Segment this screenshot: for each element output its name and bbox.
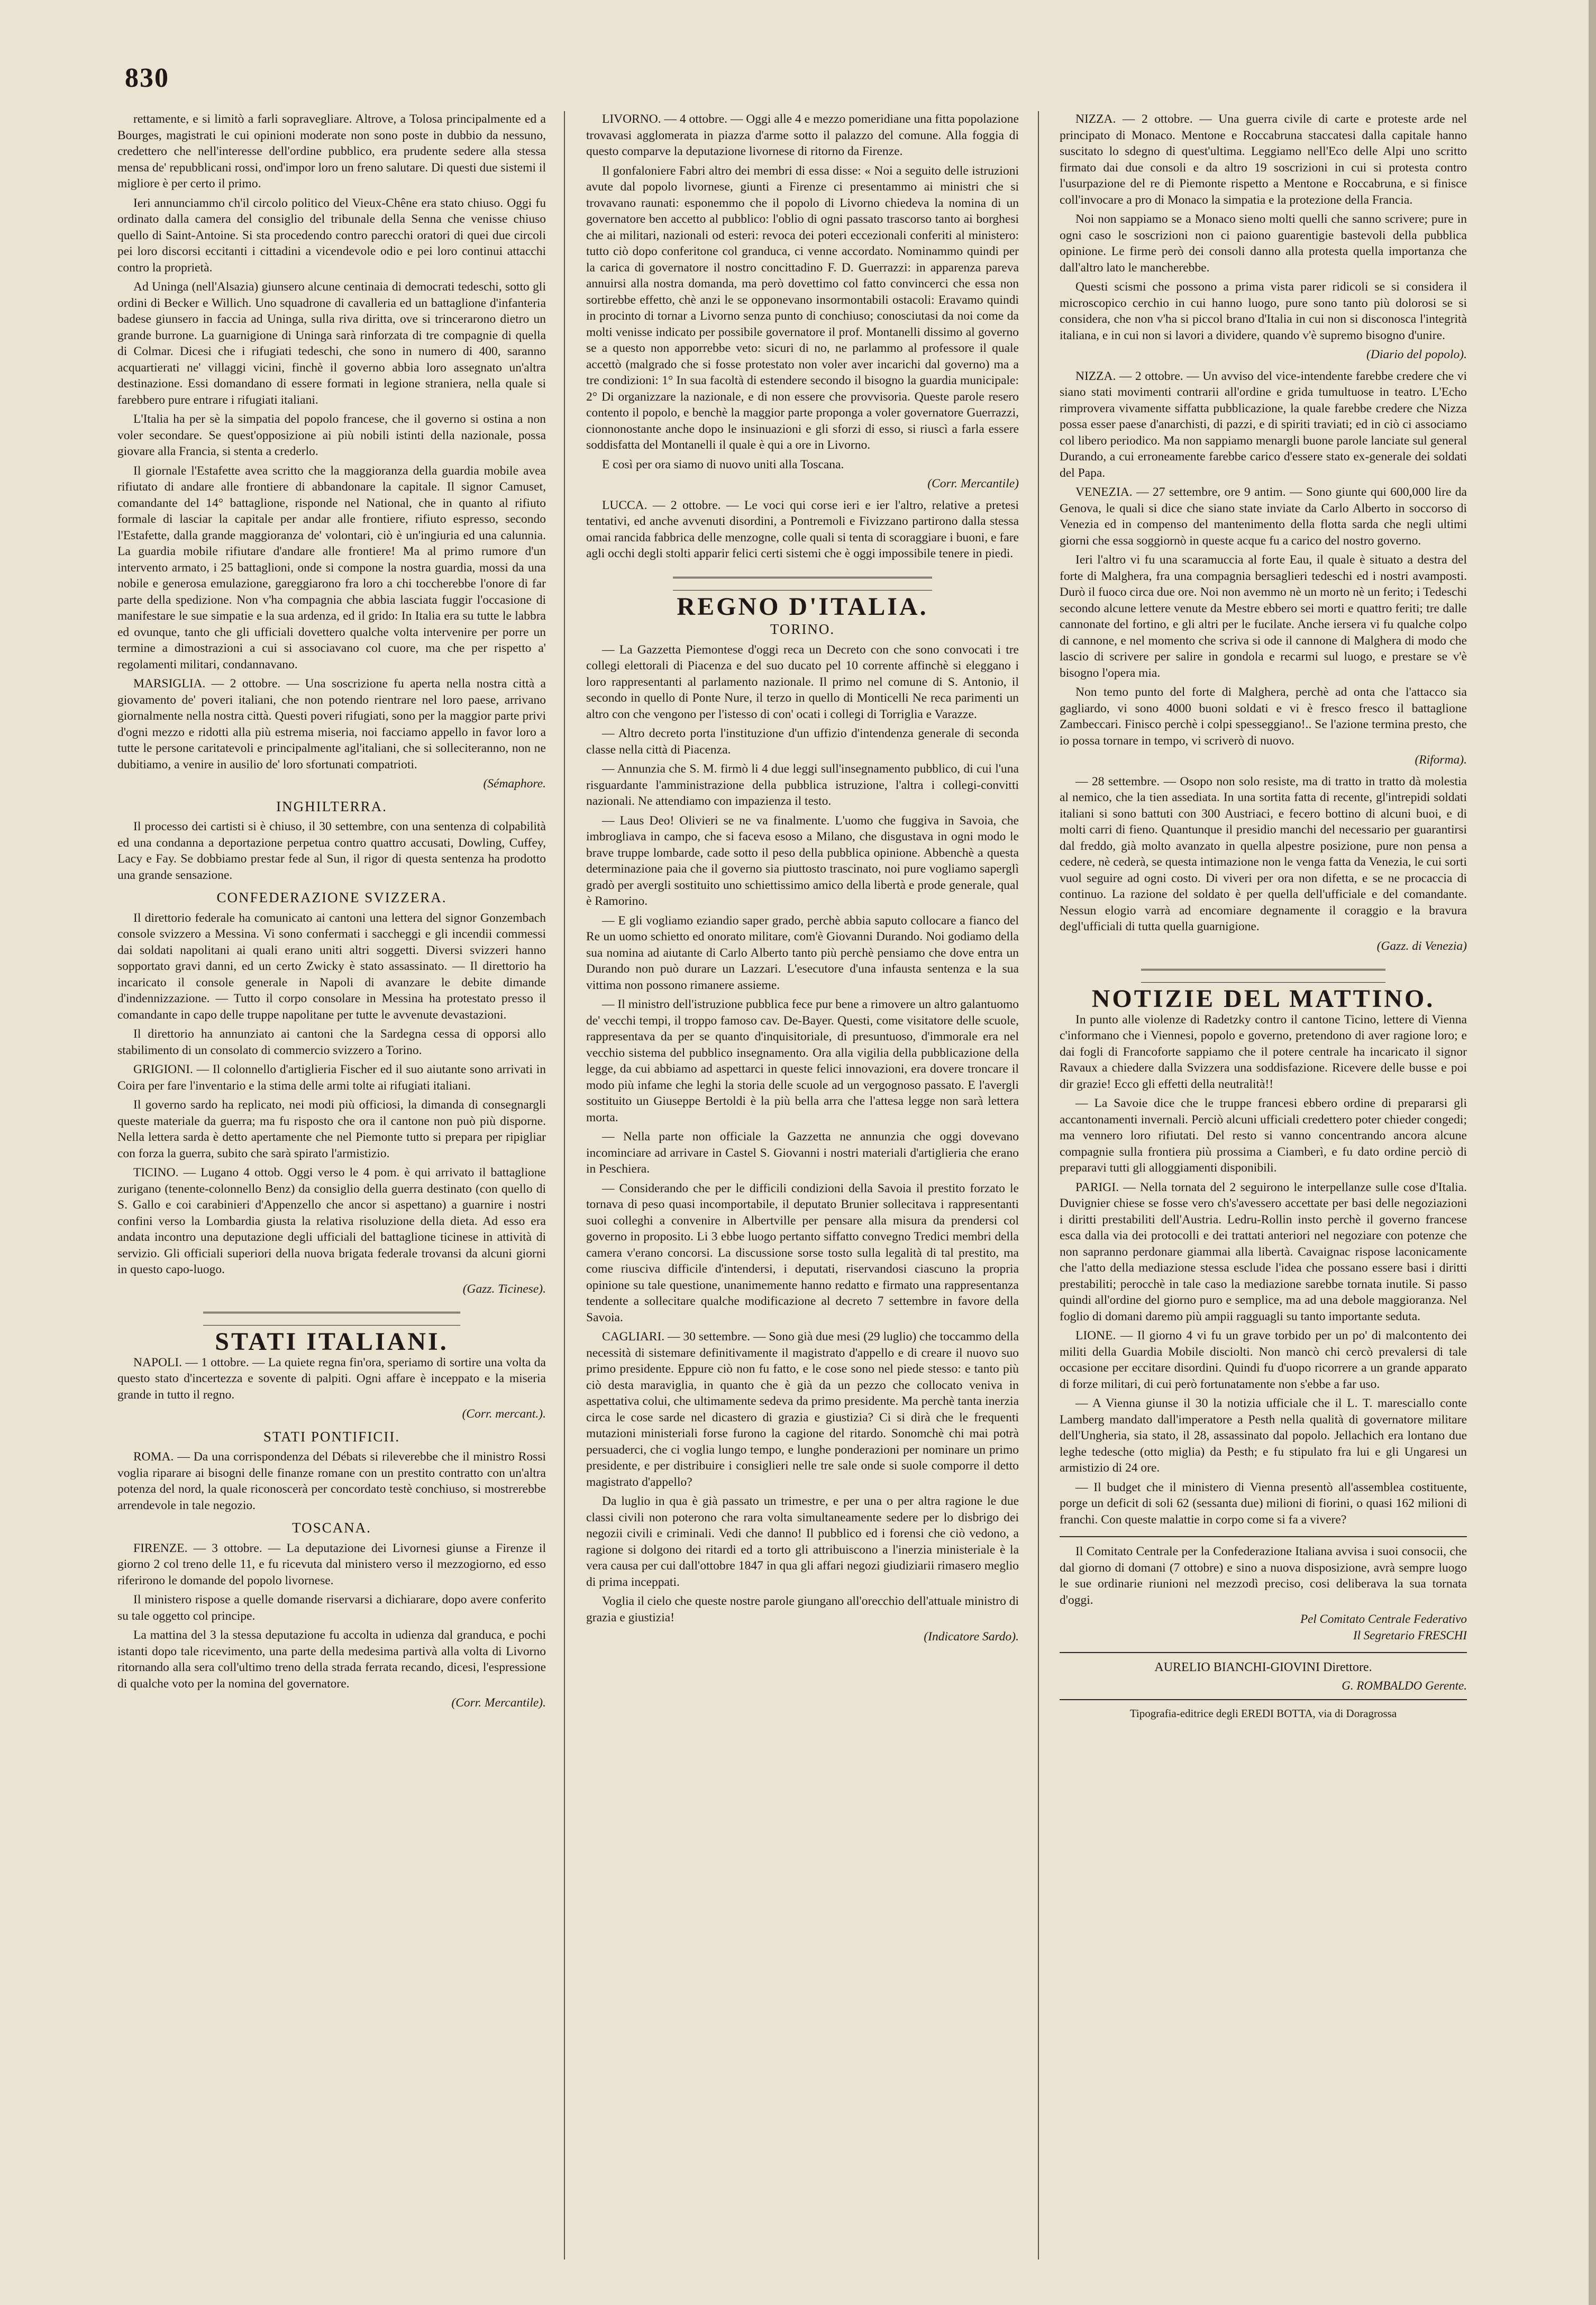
article-paragraph: NIZZA. — 2 ottobre. — Un avviso del vice-intendente farebbe credere che vi siano stati movimenti contrarii all'ordine e grida tumultuose in teatro. L'Echo rimprovera vivamente siffatta pubblicazione, la quale farebbe credere che Nizza possa esser paese d'anarchisti, di pazzi, e di spiriti traviati; ed in ciò ci associamo col libero periodico. Ma non sappiamo menargli buone parole lanciate sul general Durando, a cui erroneamente farebbe carico d'essere stato ex-generale dei soldati del Papa. (1060, 369, 1467, 480)
article-paragraph: In punto alle violenze di Radetzky contro il cantone Ticino, lettere di Vienna c'informano che i Viennesi, popolo e governo, pretendono di aver ragione loro; e dai fogli di Francoforte sappiamo che il potere centrale ha incaricato il signor Ravaux a chiedere dalla Svizzera una soddisfazione. Ricevere delle busse e poi dir grazie! Ecco gli effetti della neutralità!! (1060, 1012, 1467, 1091)
separator-rule (1060, 1536, 1467, 1537)
article-paragraph: — Annunzia che S. M. firmò li 4 due leggi sull'insegnamento pubblico, di cui l'una risguardante l'amministrazione della pubblica istruzione, l'altra i collegi-convitti nazionali. Ne attendiamo con impazienza il testo. (586, 762, 1019, 808)
article-paragraph: Il ministero rispose a quelle domande riservarsi a dichiarare, dopo avere conferito su tale oggetto col principe. (117, 1593, 546, 1623)
article-paragraph: — Il budget che il ministero di Vienna presentò all'assemblea costituente, porge un deficit di soli 62 (sessanta due) milioni di fiorini, o quasi 162 milioni di franchi. Con queste malattie in corpo come si fa a vivere? (1060, 1480, 1467, 1527)
article-paragraph: TICINO. — Lugano 4 ottob. Oggi verso le 4 pom. è qui arrivato il battaglione zurigano (tenente-colonnello Benz) da consiglio della guerra destinato (con quello di S. Gallo e coi carabinieri d'Appenzello che ancor si aspettano) a guarnire i nostri confini verso la Lombardia giusta la relativa risoluzione della dieta. Ad esso era andata incontro una deputazione degli ufficiali del battaglione ticinese in attività di servizio. Gli officiali superiori della nuova brigata federale trovansi da alcuni giorni in questo capo-luogo. (117, 1166, 546, 1276)
article-paragraph: La mattina del 3 la stessa deputazione fu accolta in udienza dal granduca, e pochi istanti dopo tale ricevimento, una parte della medesima partivà alla volta di Livorno ritornando alla sera coll'ultimo treno della strada ferrata recando, dicesi, l'espressione di qualche voto per la nomina del governatore. (117, 1628, 546, 1691)
source-credit: (Diario del popolo). (1366, 348, 1467, 361)
source-credit: (Gazz. Ticinese). (462, 1282, 546, 1296)
article-paragraph: Non temo punto del forte di Malghera, perchè ad onta che l'attacco sia gagliardo, vi sono 4000 buoni soldati e vi è fresco fresco il battaglione Zambeccari. Finisco perchè i colpi spesseggiano!.. Se l'azione termina presto, che io possa tornare in tempo, vi scriverò di nuovo. (1060, 685, 1467, 748)
director-credit: AURELIO BIANCHI-GIOVINI Direttore. (1154, 1660, 1372, 1674)
major-heading: NOTIZIE DEL MATTINO. (1091, 985, 1435, 1013)
column-3 (1060, 111, 1467, 2259)
article-paragraph: — La Savoie dice che le truppe francesi ebbero ordine di prepararsi gli accantonamenti invernali. Perciò alcuni ufficiali credettero poter chieder congedi; ma vennero loro rifiutati. Del resto si vanno concentrando ancora alcune compagnie sulla frontiera più prossima a Ciamberì, e fu dato ordine perciò di preparavi tutti gli alloggiamenti disponibili. (1060, 1096, 1467, 1175)
article-paragraph: E così per ora siamo di nuovo uniti alla Toscana. (602, 457, 844, 471)
article-paragraph: LIVORNO. — 4 ottobre. — Oggi alle 4 e mezzo pomeridiane una fitta popolazione trovavasi agglomerata in piazza d'arme sotto il palazzo del comune. Alla foggia di questo comparve la deputazione livornese di ritorno da Firenze. (586, 112, 1019, 158)
article-paragraph: Il direttorio ha annunziato ai cantoni che la Sardegna cessa di opporsi allo stabilimento di un consolato di commercio svizzero a Torino. (117, 1027, 546, 1057)
article-paragraph: CAGLIARI. — 30 settembre. — Sono già due mesi (29 luglio) che toccammo della necessità di sistemare definitivamente il magistrato d'appello e di creare il nuovo suo primo presidente. Eppure ciò non fu fatto, e le cose sono nel piede stesso: e tanto più ciò desta maraviglia, in quanto che è già da un pezzo che collocato veniva in aspettativa colui, che ultimamente sedeva da primo presidente. Ma perchè tanta inerzia circa le cose sarde nel dicastero di grazia e giustizia? Ci si dirà che le frequenti mutazioni ministeriali forse furono la cagione del ritardo. Sonomchè chi mai potrà persuaderci, che ci voglia lungo tempo, e lunghe ponderazioni per nominare un primo presidente, e per distribuire i consiglieri nelle tre sale onde si suole comporre il detto magistrato d'appello? (586, 1330, 1019, 1489)
major-heading: REGNO D'ITALIA. (677, 592, 928, 621)
source-credit: (Gazz. di Venezia) (1376, 939, 1467, 953)
ornament-divider (1141, 969, 1385, 983)
section-heading: TORINO. (770, 621, 835, 637)
page-number: 830 (125, 63, 169, 93)
article-paragraph: — La Gazzetta Piemontese d'oggi reca un Decreto con che sono convocati i tre collegi elettorali di Piacenza e del suo ducato pel 10 corrente affinchè si eleggano i loro rappresentanti al parlamento nazionale. Il primo nel comune di S. Antonio, il secondo in quello di Ponte Nure, il terzo in quello di Monticelli Ne reca parimenti un altro con che vengono per l'istesso di con' ocati i collegi di Torriglia e Varazze. (586, 642, 1019, 721)
ornament-divider (673, 577, 933, 591)
page-edge (1589, 0, 1596, 2305)
article-paragraph: Il governo sardo ha replicato, nei modi più officiosi, la dimanda di consegnargli queste materiale da guerra; ma fu risposto che ora il cantone non può più disporne. Nella lettera sarda è detto apertamente che nel Piemonte tutto si prepara per ripigliar con forza la guerra, subito che sarà spirato l'armistizio. (117, 1098, 546, 1160)
article-paragraph: VENEZIA. — 27 settembre, ore 9 antim. — Sono giunte qui 600,000 lire da Genova, le quali si dice che siano state inviate da Carlo Alberto in soccorso di Venezia ed in compenso del mantenimento della flotta sarda che negli ultimi giorni che essa soggiornò in queste acque fu a carico del nostro governo. (1060, 485, 1467, 548)
article-paragraph: — 28 settembre. — Osopo non solo resiste, ma di tratto in tratto dà molestia al nemico, che la tien assediata. In una sortita fatta di recente, gl'intrepidi soldati italiani si sono battuti con 300 Austriaci, e fecero bottino di alcuni buoi, e di molti carri di fieno. Quantunque il presidio manchi del necessario per guarantirsi dal freddo, già molto avanzato in quella alpestre posizione, pure non pensa a cedere, nè cederà, se questa intimazione non le venga fatta da Venezia, le cui sorti vuol seguire ad ogni costo. Di viveri per ora non difetta, e se ne procaccia di continuo. La razione del soldato è per quella dell'ufficiale e del comandante. Nessun elogio varrà ad encomiare degnamente il coraggio e la bravura degl'ufficiali di tutta quella guarnigione. (1060, 774, 1467, 933)
article-paragraph: MARSIGLIA. — 2 ottobre. — Una soscrizione fu aperta nella nostra città a giovamento de' poveri italiani, che non potendo rientrare nel loro paese, arrivano giornalmente nella nostra città. Questi poveri rifugiati, sono per la maggior parte privi d'ogni mezzo e ridotti alla più estrema miseria, noi facciamo appello in favor loro a tutte le persone caritatevoli e principalmente agl'italiani, che si solleciteranno, non ne dubitiamo, a venire in ausilio de' loro sfortunati compatrioti. (117, 677, 546, 772)
source-credit: (Corr. mercant.). (462, 1407, 546, 1421)
column-1 (117, 111, 546, 2259)
article-paragraph: Ad Uninga (nell'Alsazia) giunsero alcune centinaia di democrati tedeschi, sotto gli ordini di Becker e Willich. Uno squadrone di cavalleria ed un battaglione d'infanteria badese giunsero in faccia ad Uninga, sulla riva diritta, ove si trincerarono dietro un grande burrone. La guarnigione di Uninga sarà rinforzata di tre compagnie di quella di Colmar. Dicesi che i rifugiati tedeschi, che sono in numero di 400, saranno acquartierati ne' villaggi vicini, finchè il governo abbia loro assegnato un'altra destinazione. Essi domandano di essere formati in legione straniera, nella quale si farebbero pure entrare i rifugiati italiani. (117, 280, 546, 407)
column-rule (1038, 111, 1039, 2259)
article-paragraph: GRIGIONI. — Il colonnello d'artiglieria Fischer ed il suo aiutante sono arrivati in Coira per fare l'inventario e la stima delle armi tolte ai rifugiati italiani. (117, 1063, 546, 1093)
article-paragraph: Ieri l'altro vi fu una scaramuccia al forte Eau, il quale è situato a destra del forte di Malghera, fra una compagnia bersaglieri tedeschi ed i nostri avamposti. Durò il fuoco circa due ore. Noi non avemmo nè un morto nè un ferito; i Tedeschi secondo alcune lettere venute da Mestre ebbero sei morti e quattro feriti; tre dalle cannonate del fortino, e gli altri per le fucilate. Anche iersera vi fu qualche colpo di cannone, e nel momento che scriva si ode il cannone di Malghera di modo che lascio di scrivere per salire in gondola e recarmi sul luogo, e prestare se v'è bisogno l'opera mia. (1060, 553, 1467, 680)
ornament-divider (203, 1312, 460, 1326)
article-paragraph: — Considerando che per le difficili condizioni della Savoia il prestito forzato le tornava di peso quasi incomportabile, il deputato Brunier sollecitava i rappresentanti suoi colleghi a convenire in Albertville per pensare alla misura da prendersi col governo in proposito. Li 3 ebbe luogo pertanto siffatto convegno Tredici membri della camera v'erano concorsi. La discussione sorse tosto sulla legalità di tal prestito, ma come riusciva difficile d'intendersi, i deputati, riservandosi ciascuno la propria opinione su tale questione, unanimemente hanno redatto e firmato una rappresentanza tendente a sollecitare qualche modificazione al decreto 7 settembre in favore della Savoia. (586, 1181, 1019, 1324)
gerente-credit: G. ROMBALDO Gerente. (1342, 1678, 1467, 1692)
column-2 (586, 111, 1019, 2259)
article-paragraph: — E gli vogliamo eziandio saper grado, perchè abbia saputo collocare a fianco del Re un uomo schietto ed onorato militare, com'è Giovanni Durando. Noi godiamo della sua nomina ad aiutante di Carlo Alberto tanto più perchè pensiamo che dove entra un Durando non può durare un Lazzari. L'esecutore d'una infausta sentenza e la sua vittima non possono rimanere assieme. (586, 913, 1019, 992)
article-paragraph: PARIGI. — Nella tornata del 2 seguirono le interpellanze sulle cose d'Italia. Duvignier chiese se fosse vero ch's'avessero accettate per basi delle negoziazioni i diritti prestabiliti dell'Austria. Ledru-Rollin insto perchè il governo francese esca dalla via dei protocolli e dei trattati anteriori nel negoziare con potenze che non sapranno perdonare giammai alla libertà. Cavaignac rispose laconicamente che l'atto della mediazione stessa esclude l'idea che possano essere basi i diritti prestabiliti; perocchè in tale caso la mediazione sarebbe tornata inutile. Si passo quindi all'ordine del giorno puro e semplice, ma ad una debole maggioranza. Nel foglio di domani daremo più ampii ragguagli su tanto importante seduta. (1060, 1180, 1467, 1323)
article-paragraph: FIRENZE. — 3 ottobre. — La deputazione dei Livornesi giunse a Firenze il giorno 2 col treno delle 11, e fu ricevuta dal ministero verso il mezzogiorno, ed esso riferirono le domande del popolo livornese. (117, 1541, 546, 1587)
article-paragraph: — Altro decreto porta l'instituzione d'un uffizio d'intendenza generale di seconda classe nella città di Piacenza. (586, 727, 1019, 757)
source-credit: (Corr. Mercantile) (927, 477, 1019, 491)
signature-line: Il Segretario FRESCHI (1353, 1628, 1467, 1642)
source-credit: (Sémaphore. (483, 777, 546, 791)
article-paragraph: — Il ministro dell'istruzione pubblica fece pur bene a rimovere un altro galantuomo de' vecchi tempi, il troppo famoso cav. De-Bayer. Questi, come visitatore delle scuole, rappresentava da per se quanto d'inquisitoriale, di presuntuoso, d'immorale era nel vecchio sistema del pubblico insegnamento. Ora alla vigilia della pubblicazione della legge, da cui abbiamo ad aspettarci in queste felici innovazioni, era dovere troncare il modo più infame che leghi la storia delle scuole ad un vergognoso passato. E l'avergli sostituito un Giuseppe Bertoldi è la più bella arra che l'attesa legge non sarà lettera morta. (586, 997, 1019, 1124)
article-paragraph: Voglia il cielo che queste nostre parole giungano all'orecchio dell'attuale ministro di grazia e giustizia! (586, 1594, 1019, 1625)
article-paragraph: LIONE. — Il giorno 4 vi fu un grave torbido per un po' di malcontento dei militi della Guardia Mobile disciolti. Non mancò chi cercò prevalersi di tale occasione per eccitare disordini. Quindi fu d'uopo ricorrere a un grande apparato di forze militari, di cui però fortunatamente non s'ebbe a far uso. (1060, 1329, 1467, 1391)
article-paragraph: — A Vienna giunse il 30 la notizia ufficiale che il L. T. maresciallo conte Lamberg mandato dall'imperatore a Pesth nella qualità di governatore militare dell'Ungheria, sia stato, il 28, assassinato dal popolo. Jellachich era lontano due leghe tedesche (otto miglia) da Pesth; e fu stipulato fra lui e gli Ungaresi un armistizio di 24 ore. (1060, 1396, 1467, 1475)
article-paragraph: — Nella parte non officiale la Gazzetta ne annunzia che oggi dovevano incominciare ad arrivare in Castel S. Giovanni i nostri materiali d'artiglieria che erano in Peschiera. (586, 1130, 1019, 1176)
article-paragraph: Noi non sappiamo se a Monaco sieno molti quelli che sanno scrivere; pure in ogni caso le soscrizioni non ci paiono guarentigie bastevoli della pubblica opinione. Le firme però dei consoli danno alla protesta quella importanza che dall'altro lato le mancherebbe. (1060, 212, 1467, 275)
article-paragraph: NAPOLI. — 1 ottobre. — La quiete regna fin'ora, speriamo di sortire una volta da questo stato d'incertezza e sovente di palpiti. Ogni affare è inceppato e la miseria grande in tutto il regno. (117, 1355, 546, 1402)
article-paragraph: Ieri annunciammo ch'il circolo politico del Vieux-Chêne era stato chiuso. Oggi fu ordinato dalla camera del consiglio del tribunale della Senna che venisse chiuso quello di Saint-Antoine. Si sta procedendo contro parecchi oratori di quei due circoli pei loro discorsi eccitanti i cittadini a vicendevole odio e pei loro continui attacchi contro la proprietà. (117, 196, 546, 275)
notice-paragraph: Il Comitato Centrale per la Confederazione Italiana avvisa i suoi consocii, che dal giorno di domani (7 ottobre) e sino a nuova disposizione, avrà sempre luogo le sue ordinarie riunioni nel mezzodì preciso, cosi deliberava la sua tornata d'oggi. (1060, 1545, 1467, 1607)
article-paragraph: LUCCA. — 2 ottobre. — Le voci qui corse ieri e ier l'altro, relative a pretesi tentativi, ed anche avvenuti disordini, a Pontremoli e Fivizzano partirono dalla stessa omai rancida fabbrica delle menzogne, colle quali si tenta di scoraggiare i buoni, e fare agli occhi degli stolti apparir felici certi sistemi che è oggi impossibile tenere in piedi. (586, 498, 1019, 560)
article-paragraph: — Laus Deo! Olivieri se ne va finalmente. L'uomo che fuggiva in Savoia, che imbrogliava in campo, che si faceva esoso a Milano, che disgustava in ogni modo le brave truppe lombarde, cade sotto il peso della pubblica opinione. Abbenchè a questa determinazione paia che il governo sia piuttosto trascinato, noi pure vogliamo saperglì gradò per avergli sostituito uno schiettissimo amico della libertà e prode generale, qual è Ramorino. (586, 813, 1019, 908)
column-rule (564, 111, 565, 2259)
source-credit: (Indicatore Sardo). (924, 1630, 1019, 1644)
section-heading: TOSCANA. (292, 1520, 371, 1536)
article-paragraph: ROMA. — Da una corrispondenza del Débats si rileverebbe che il ministro Rossi voglia riparare ai bisogni delle finanze romane con un prestito contratto con un'altra potenza del nord, la quale riconoscerà per concordato testè conchiuso, si mostrerebbe arrendevole in tale negozio. (117, 1450, 546, 1512)
article-paragraph: Questi scismi che possono a prima vista parer ridicoli se si considera il microscopico cerchio in cui hanno luogo, pure sono tanto più dolorosi se si considera, che non v'ha si piccol brano d'Italia in cui non si disconosca l'integrità italiana, e in cui non si lavori a dividere, quando v'è supremo bisogno d'unire. (1060, 280, 1467, 342)
article-paragraph: Il gonfaloniere Fabri altro dei membri di essa disse: « Noi a seguito delle istruzioni avute dal popolo livornese, giunti a Firenze ci presentammo ai ministri che si trovavano raunati: esponemmo che il popolo di Livorno chiedeva la nomina di un governatore ben accetto al pubblico: l'oblio di ogni passato trascorso tanto ai borghesi che ai militari, nazionali od esteri: revoca dei poteri eccezionali conferiti al ministero: tutto ciò dopo conferitone col granduca, ci venne accordato. Nominammo quindi per la carica di governatore il nostro concittadino F. D. Guerrazzi: in apparenza pareva annuirsi alla nostra domanda, ma però dovettimo col fatto convincerci che essa non sortirebbe effetto, chè anzi le se opponevano insormontabili ostacoli: Eravamo quindi in procinto di tornar a Livorno senza punto di conchiuso; conosciutasi da noi come da molti venisse indicato per possibile governatore il prof. Montanelli dissimo al governo se a questo non apporrebbe veto: sicuri di no, ne parlammo al professore il quale accettò (malgrado che si fosse protestato non voler aver incarichi dal governo) ma a tre condizioni: 1° In sua facoltà di estendere secondo il bisogno la guardia municipale: 2° Di organizzare la nazionale, e di non essere che provvisoria. Queste parole resero contento il popolo, e benchè la maggior parte proponga a voler governatore Guerrazzi, cionnonostante anche dopo le insinuazioni e gli sforzi di esso, si riuscì a farla essere soddisfatta del Montanelli il quale è qui a ore in Livorno. (586, 164, 1019, 452)
separator-rule (1060, 1652, 1467, 1653)
source-credit: (Corr. Mercantile). (451, 1696, 546, 1710)
signature-line: Pel Comitato Centrale Federativo (1300, 1612, 1467, 1626)
article-paragraph: rettamente, e si limitò a farli sopravegliare. Altrove, a Tolosa principalmente ed a Bourges, magistrati le cui opinioni moderate non sono poste in dubbio da nessuno, credettero che nell'interesse dell'ordine pubblico, era prudente sedere alla stessa mensa de' repubblicani rossi, ond'impor loro un freno salutare. Di questi due sistemi il migliore è per certo il primo. (117, 112, 546, 190)
article-paragraph: NIZZA. — 2 ottobre. — Una guerra civile di carte e proteste arde nel principato di Monaco. Mentone e Roccabruna staccatesi dalla capitale hanno suscitato lo sdegno di quest'ultima. Leggiamo nell'Eco delle Alpi uno scritto firmato dai due consoli e da altro 19 soscrizioni in cui si protesta contro l'usurpazione del re di Piemonte rispetto a Mentone e Roccabruna, e si finisce coll'invocare a pro di Monaco la simpatia e la protezione della Francia. (1060, 112, 1467, 207)
section-heading: CONFEDERAZIONE SVIZZERA. (216, 890, 447, 905)
article-paragraph: Il direttorio federale ha comunicato ai cantoni una lettera del signor Gonzembach console svizzero a Messina. Vi sono confermati i saccheggi e gli incendii commessi dai soldati napolitani ai quali erano uniti altri soggetti. Diversi svizzeri hanno sopportato gravi danni, ed un certo Zwicky è stato assassinato. — Il direttorio ha incaricato il console generale in Napoli di avanzare le debite dimande d'indennizzazione. — Tutto il corpo consolare in Messina ha protestato presso il comandante in capo delle truppe napolitane per tutte le avvenute devastazioni. (117, 911, 546, 1022)
major-heading: STATI ITALIANI. (215, 1328, 449, 1356)
printer-imprint: Tipografia-editrice degli EREDI BOTTA, via di Doragrossa (1060, 1699, 1467, 1722)
article-paragraph: Il processo dei cartisti si è chiuso, il 30 settembre, con una sentenza di colpabilità ed una condanna a deportazione perpetua contro quattro accusati, Dowling, Cuffey, Lacy e Fay. Se dobbiamo prestar fede al Sun, il rigor di questa sentenza ha prodotto una grande sensazione. (117, 820, 546, 882)
section-heading: INGHILTERRA. (276, 798, 387, 814)
source-credit: (Riforma). (1415, 753, 1467, 767)
article-paragraph: Da luglio in qua è già passato un trimestre, e per una o per altra ragione le due classi civili non poterono che rara volta simultaneamente sedere per lo disbrigo dei negozii civili e criminali. Vedi che danno! Il pubblico ed i forensi che ciò vedono, a ragione si dolgono dei ritardi ed a torto gli attribuiscono a l'inerzia ministeriale è la vera causa per cui dall'ottobre 1847 in qua gli affari negozi giudiziarii rimasero meglio di prima inceppati. (586, 1494, 1019, 1589)
article-paragraph: L'Italia ha per sè la simpatia del popolo francese, che il governo si ostina a non voler secondare. Se quest'opposizione ai più nobili istinti della nazionale, possa giovare alla Francia, si stenta a crederlo. (117, 412, 546, 458)
article-paragraph: Il giornale l'Estafette avea scritto che la maggioranza della guardia mobile avea rifiutato di andare alle frontiere di abbandonare la capitale. Il signor Camuset, comandante del 14° battaglione, risponde nel National, che in quanto al rifiuto formale di lasciar la capitale per andar alle frontiere, rifiuto espresso, secondo l'Estafette, dalla grande maggioranza de' volontari, ciò è un'ingiuria ed una calunnia. La guardia mobile rifiutare d'andare alle frontiere! Ma al primo rumore d'un intervento armato, i 25 battaglioni, onde si compone la nostra guardia, mossi da una nobile e generosa emulazione, gareggiarono fra loro a chi toccherebbe l'onore di far parte della spedizione. Non v'ha compagnia che abbia lasciata fuggir l'occasione di manifestare le sue simpatie e la sua ardenza, ed il grido: In Italia era su tutte le labbra ed ovunque, tanto che gli ufficiali dovettero qualche volta intervenire per porre un termine a dimostrazioni a cui si associavano col cuore, ma che per rispetto a' regolamenti militari, condannavano. (117, 464, 546, 671)
section-heading: STATI PONTIFICII. (263, 1428, 400, 1445)
